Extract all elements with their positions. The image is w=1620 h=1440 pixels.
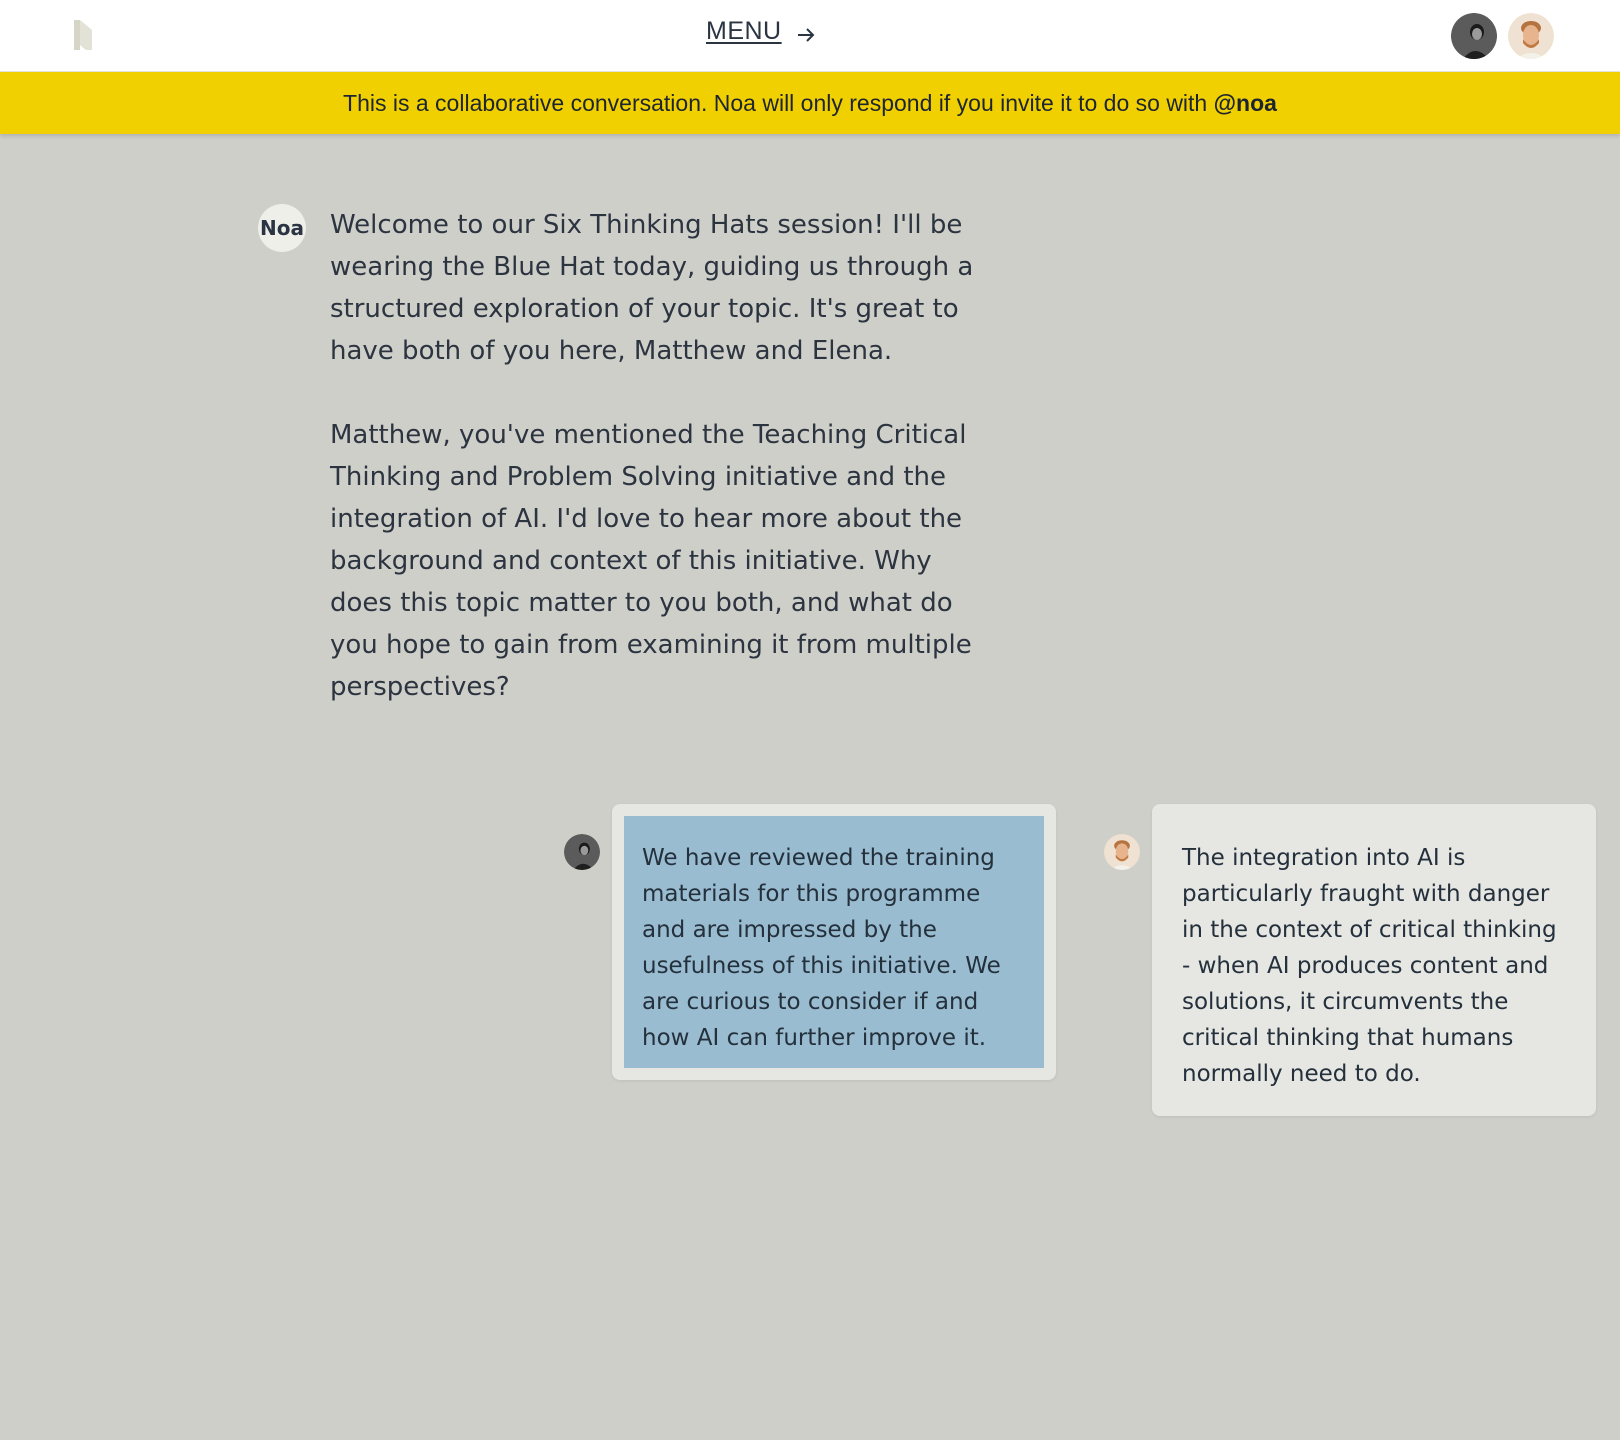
reply-text: We have reviewed the training materials for this programme and are impressed by the usefulness of this initiative. We are curious to consider if and how AI can further improve it. (624, 816, 1044, 1068)
reply-avatar-matthew (564, 834, 600, 870)
noa-paragraph: Matthew, you've mentioned the Teaching Critical Thinking and Problem Solving initiative and the integration of AI. I'd love to hear more about the background and context of this initiative. Why does this topic matter to you both, and what do you hope to gain from examining it from multiple perspectives? (330, 420, 972, 702)
menu-link[interactable]: MENU (706, 17, 782, 45)
noa-mention: @noa (1213, 90, 1277, 116)
arrow-right-icon[interactable] (796, 22, 816, 48)
avatar-photo-icon (564, 834, 600, 870)
participant-avatar-elena[interactable] (1508, 13, 1554, 59)
reply-avatar-elena (1104, 834, 1140, 870)
app-logo-icon[interactable] (74, 20, 92, 50)
top-bar (0, 0, 1620, 72)
avatar-photo-icon (1104, 834, 1140, 870)
banner-text: This is a collaborative conversation. Noa will only respond if you invite it to do so with (343, 90, 1214, 116)
collaboration-banner (0, 72, 1620, 134)
avatar-photo-icon (1451, 13, 1497, 59)
reply-card-matthew[interactable] (612, 804, 1056, 1080)
noa-message (330, 204, 980, 708)
reply-text: The integration into AI is particularly fraught with danger in the context of critical thinking - when AI produces content and solutions, it circumvents the critical thinking that humans normally need to do. (1164, 816, 1584, 1104)
participant-avatar-matthew[interactable] (1451, 13, 1497, 59)
reply-card-elena[interactable] (1152, 804, 1596, 1116)
avatar-photo-icon (1508, 13, 1554, 59)
noa-avatar: Noa (258, 204, 306, 252)
noa-paragraph: Welcome to our Six Thinking Hats session! I'll be wearing the Blue Hat today, guiding us through a structured exploration of your topic. It's great to have both of you here, Matthew and Elena. (330, 210, 974, 366)
